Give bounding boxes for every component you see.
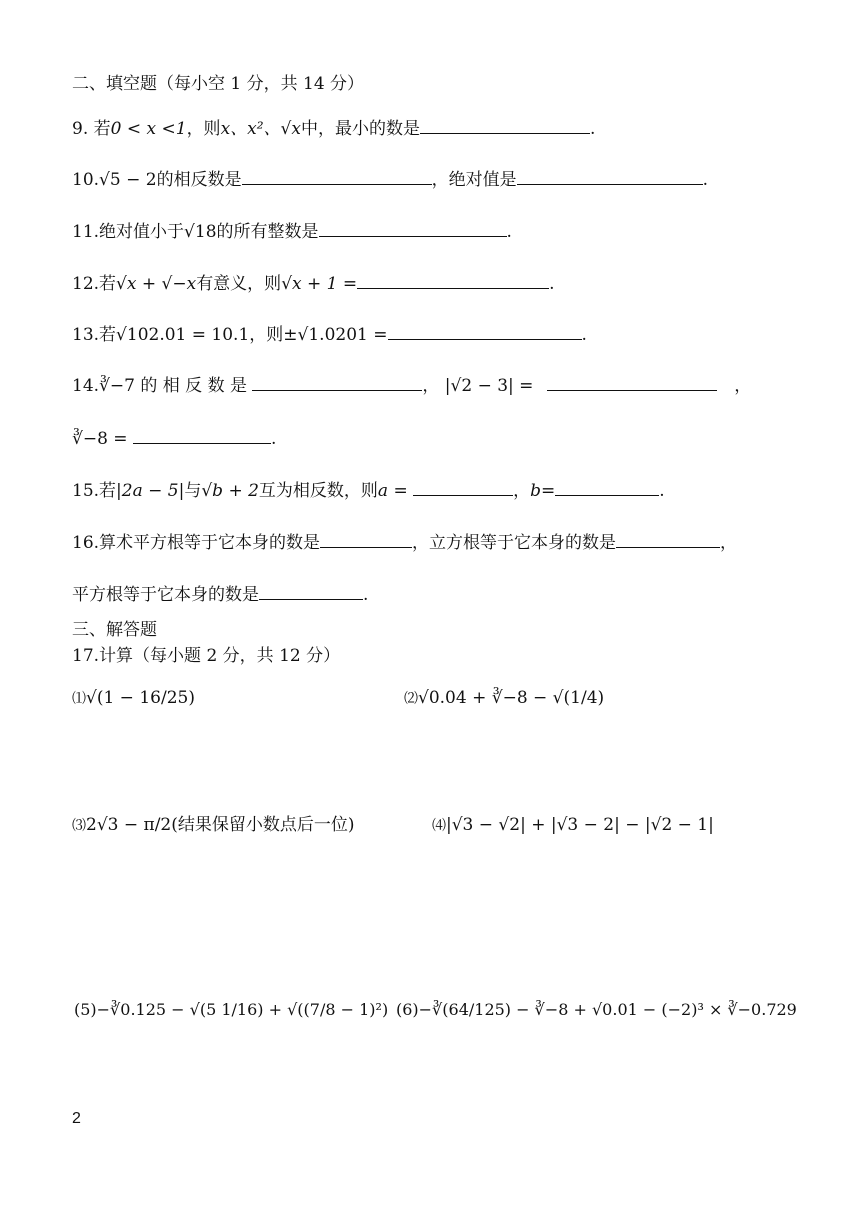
answer-blank[interactable] — [388, 323, 582, 340]
question-14-cont: ∛−8 = . — [72, 429, 277, 449]
question-11: 11.绝对值小于√18的所有整数是 . — [72, 222, 512, 242]
question-13: 13.若√102.01 = 10.1，则±√1.0201 = . — [72, 325, 587, 345]
sub-problem-4: ⑷|√3 − √2| + |√3 − 2| − |√2 − 1| — [432, 815, 714, 835]
sub-problem-5: (5)−∛0.125 − √(5 1/16) + √((7/8 − 1)²) — [74, 1000, 389, 1019]
answer-blank[interactable] — [420, 117, 590, 134]
question-9: 9. 若0 < x <1，则x、x²、√x中，最小的数是 . — [72, 119, 596, 139]
question-16: 16.算术平方根等于它本身的数是 ，立方根等于它本身的数是 ， — [72, 533, 738, 553]
answer-blank[interactable] — [357, 272, 549, 289]
sub-problem-2: ⑵√0.04 + ∛−8 − √(1/4) — [404, 688, 605, 708]
section-2-title: 二、填空题（每小空 1 分，共 14 分） — [72, 74, 365, 94]
answer-blank[interactable] — [547, 374, 717, 391]
answer-blank[interactable] — [413, 479, 513, 496]
answer-blank[interactable] — [555, 479, 659, 496]
page-number: 2 — [72, 1110, 81, 1127]
answer-blank[interactable] — [133, 427, 271, 444]
sub-problem-6: (6)−∛(64/125) − ∛−8 + √0.01 − (−2)³ × ∛−0.729 — [396, 1000, 797, 1019]
sub-problem-3: ⑶2√3 − π/2(结果保留小数点后一位) — [72, 815, 355, 835]
question-17-title: 17.计算（每小题 2 分，共 12 分） — [72, 646, 341, 666]
answer-blank[interactable] — [259, 583, 363, 600]
question-15: 15.若|2a − 5|与√b + 2互为相反数，则a = ，b= . — [72, 481, 665, 501]
answer-blank[interactable] — [320, 531, 412, 548]
question-12: 12.若√x + √−x有意义，则√x + 1 = . — [72, 274, 555, 294]
section-3-title: 三、解答题 — [72, 620, 157, 640]
question-16-cont: 平方根等于它本身的数是 . — [72, 585, 369, 605]
question-14: 14.∛−7 的 相 反 数 是 ， |√2 − 3| = ， — [72, 376, 752, 396]
answer-blank[interactable] — [252, 374, 422, 391]
answer-blank[interactable] — [319, 220, 507, 237]
answer-blank[interactable] — [517, 168, 703, 185]
answer-blank[interactable] — [616, 531, 720, 548]
answer-blank[interactable] — [242, 168, 432, 185]
question-10: 10.√5 − 2的相反数是 ，绝对值是 . — [72, 170, 708, 190]
sub-problem-1: ⑴√(1 − 16/25) — [72, 688, 195, 708]
